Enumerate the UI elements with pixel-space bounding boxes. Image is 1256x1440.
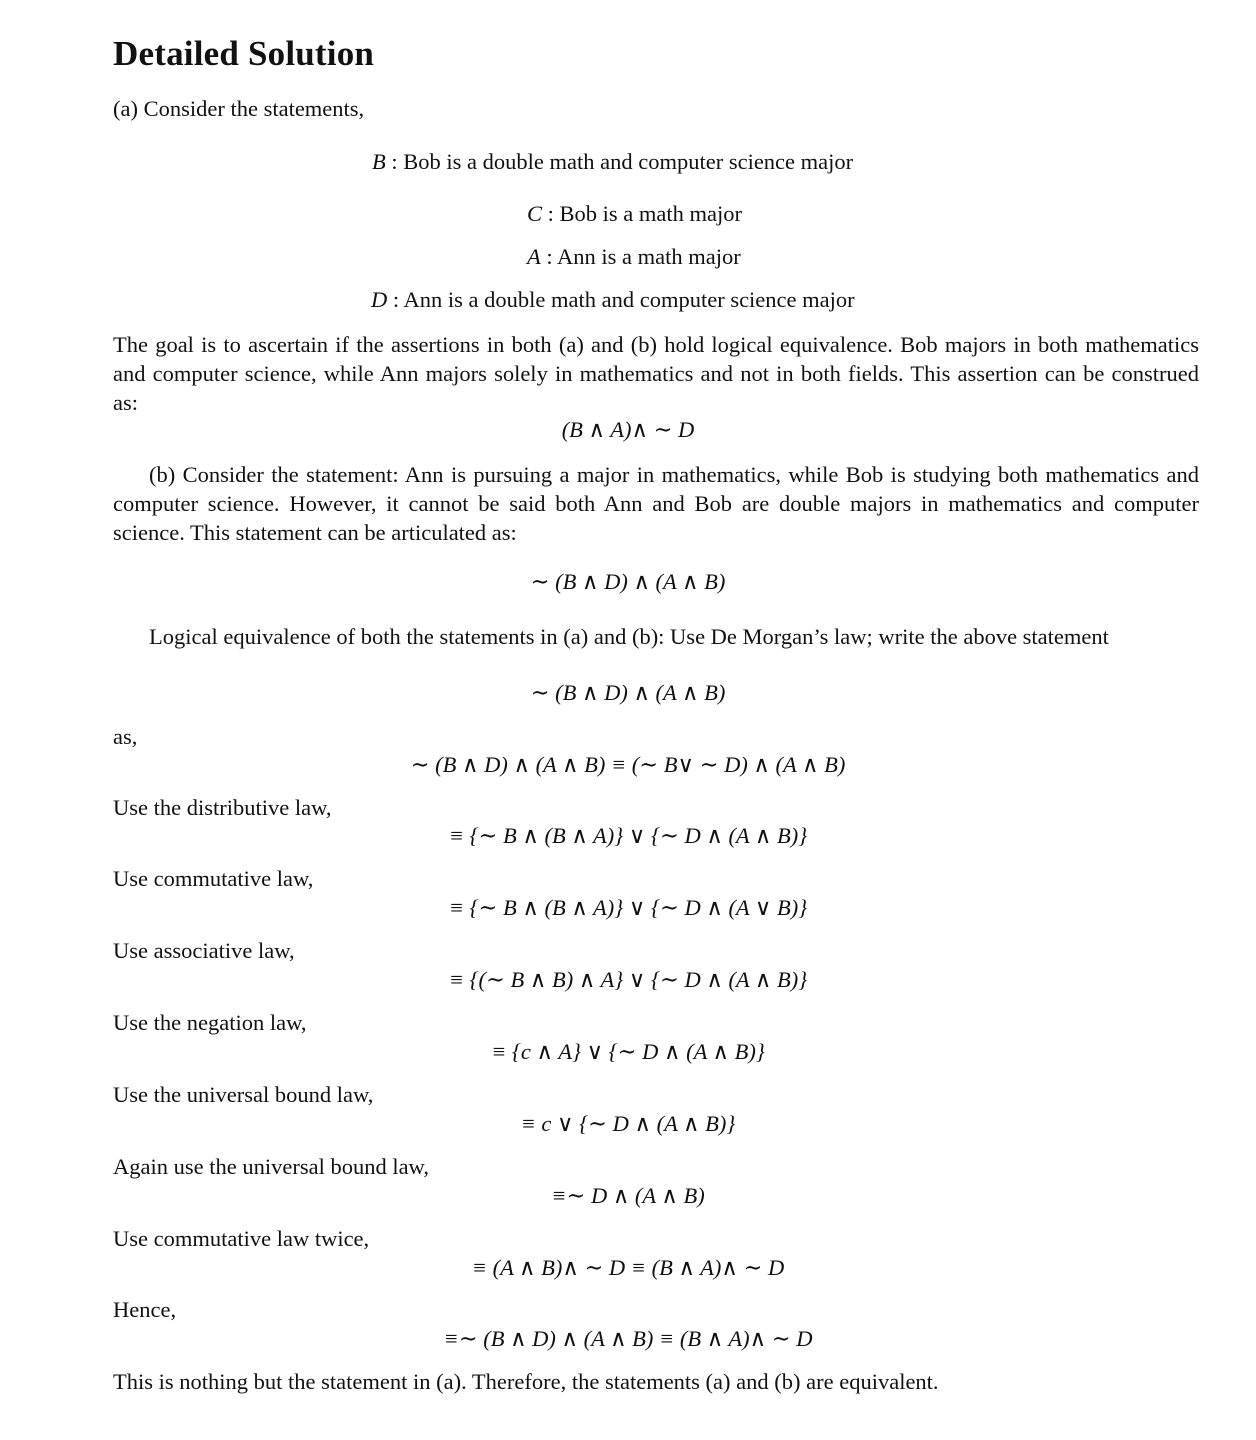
statement-var: D — [371, 287, 388, 312]
step-equation: ≡ {(∼ B ∧ B) ∧ A} ∨ {∼ D ∧ (A ∧ B)} — [448, 967, 808, 992]
part-a-intro: (a) Consider the statements, — [113, 96, 365, 121]
step-label: as, — [113, 724, 138, 749]
conclusion: This is nothing but the statement in (a). Therefore, the statements (a) and (b) are equivalent. — [113, 1369, 939, 1394]
page-title: Detailed Solution — [113, 34, 375, 73]
statement-var: A — [527, 244, 541, 269]
step-equation: ≡ {∼ B ∧ (B ∧ A)} ∨ {∼ D ∧ (A ∧ B)} — [448, 823, 808, 848]
step-label: Hence, — [113, 1297, 177, 1322]
equation-a: (B ∧ A)∧ ∼ D — [561, 417, 695, 442]
step-equation: ≡∼ D ∧ (A ∧ B) — [551, 1183, 705, 1208]
statement-text: Ann is a double math and computer science major — [403, 287, 855, 312]
step-equation: ≡ (A ∧ B)∧ ∼ D ≡ (B ∧ A)∧ ∼ D — [471, 1255, 785, 1280]
step-label: Use the distributive law, — [113, 795, 332, 820]
statement-d: D : Ann is a double math and computer science major — [371, 287, 855, 312]
step-equation: ≡∼ (B ∧ D) ∧ (A ∧ B) ≡ (B ∧ A)∧ ∼ D — [443, 1326, 813, 1351]
step-label: Use commutative law, — [113, 866, 314, 891]
step-label: Use the negation law, — [113, 1010, 307, 1035]
step-equation: ≡ {c ∧ A} ∨ {∼ D ∧ (A ∧ B)} — [491, 1039, 765, 1064]
statement-c: C : Bob is a math major — [527, 201, 743, 226]
step-label: Use associative law, — [113, 938, 295, 963]
goal-paragraph: The goal is to ascertain if the assertions in both (a) and (b) hold logical equivalence. Bob majors in both mathematics and computer science, while Ann majors solely in mathematics and not in both fields. This assertion can be construed as: — [113, 332, 1199, 415]
statement-var: B — [372, 149, 386, 174]
statement-a: A : Ann is a math major — [527, 244, 741, 269]
step-equation: ≡ c ∨ {∼ D ∧ (A ∧ B)} — [520, 1111, 736, 1136]
step-label: Use the universal bound law, — [113, 1082, 374, 1107]
statement-text: Bob is a double math and computer science major — [403, 149, 854, 174]
equation-b-repeat: ∼ (B ∧ D) ∧ (A ∧ B) — [530, 680, 726, 705]
statement-text: Ann is a math major — [557, 244, 741, 269]
equivalence-paragraph: Logical equivalence of both the statements in (a) and (b): Use De Morgan’s law; write the above statement — [149, 624, 1109, 649]
statement-text: Bob is a math major — [559, 201, 743, 226]
step-equation: ≡ {∼ B ∧ (B ∧ A)} ∨ {∼ D ∧ (A ∨ B)} — [448, 895, 808, 920]
step-label: Again use the universal bound law, — [113, 1154, 429, 1179]
step-label: Use commutative law twice, — [113, 1226, 370, 1251]
statement-var: C — [527, 201, 543, 226]
equation-b: ∼ (B ∧ D) ∧ (A ∧ B) — [530, 569, 726, 594]
step-equation: ∼ (B ∧ D) ∧ (A ∧ B) ≡ (∼ B∨ ∼ D) ∧ (A ∧ B) — [410, 752, 846, 777]
statement-b: B : Bob is a double math and computer science major — [372, 149, 854, 174]
part-b-paragraph: (b) Consider the statement: Ann is pursuing a major in mathematics, while Bob is studying both mathematics and computer science. However, it cannot be said both Ann and Bob are double majors in mathematics and computer science. This statement can be articulated as: — [113, 462, 1199, 545]
